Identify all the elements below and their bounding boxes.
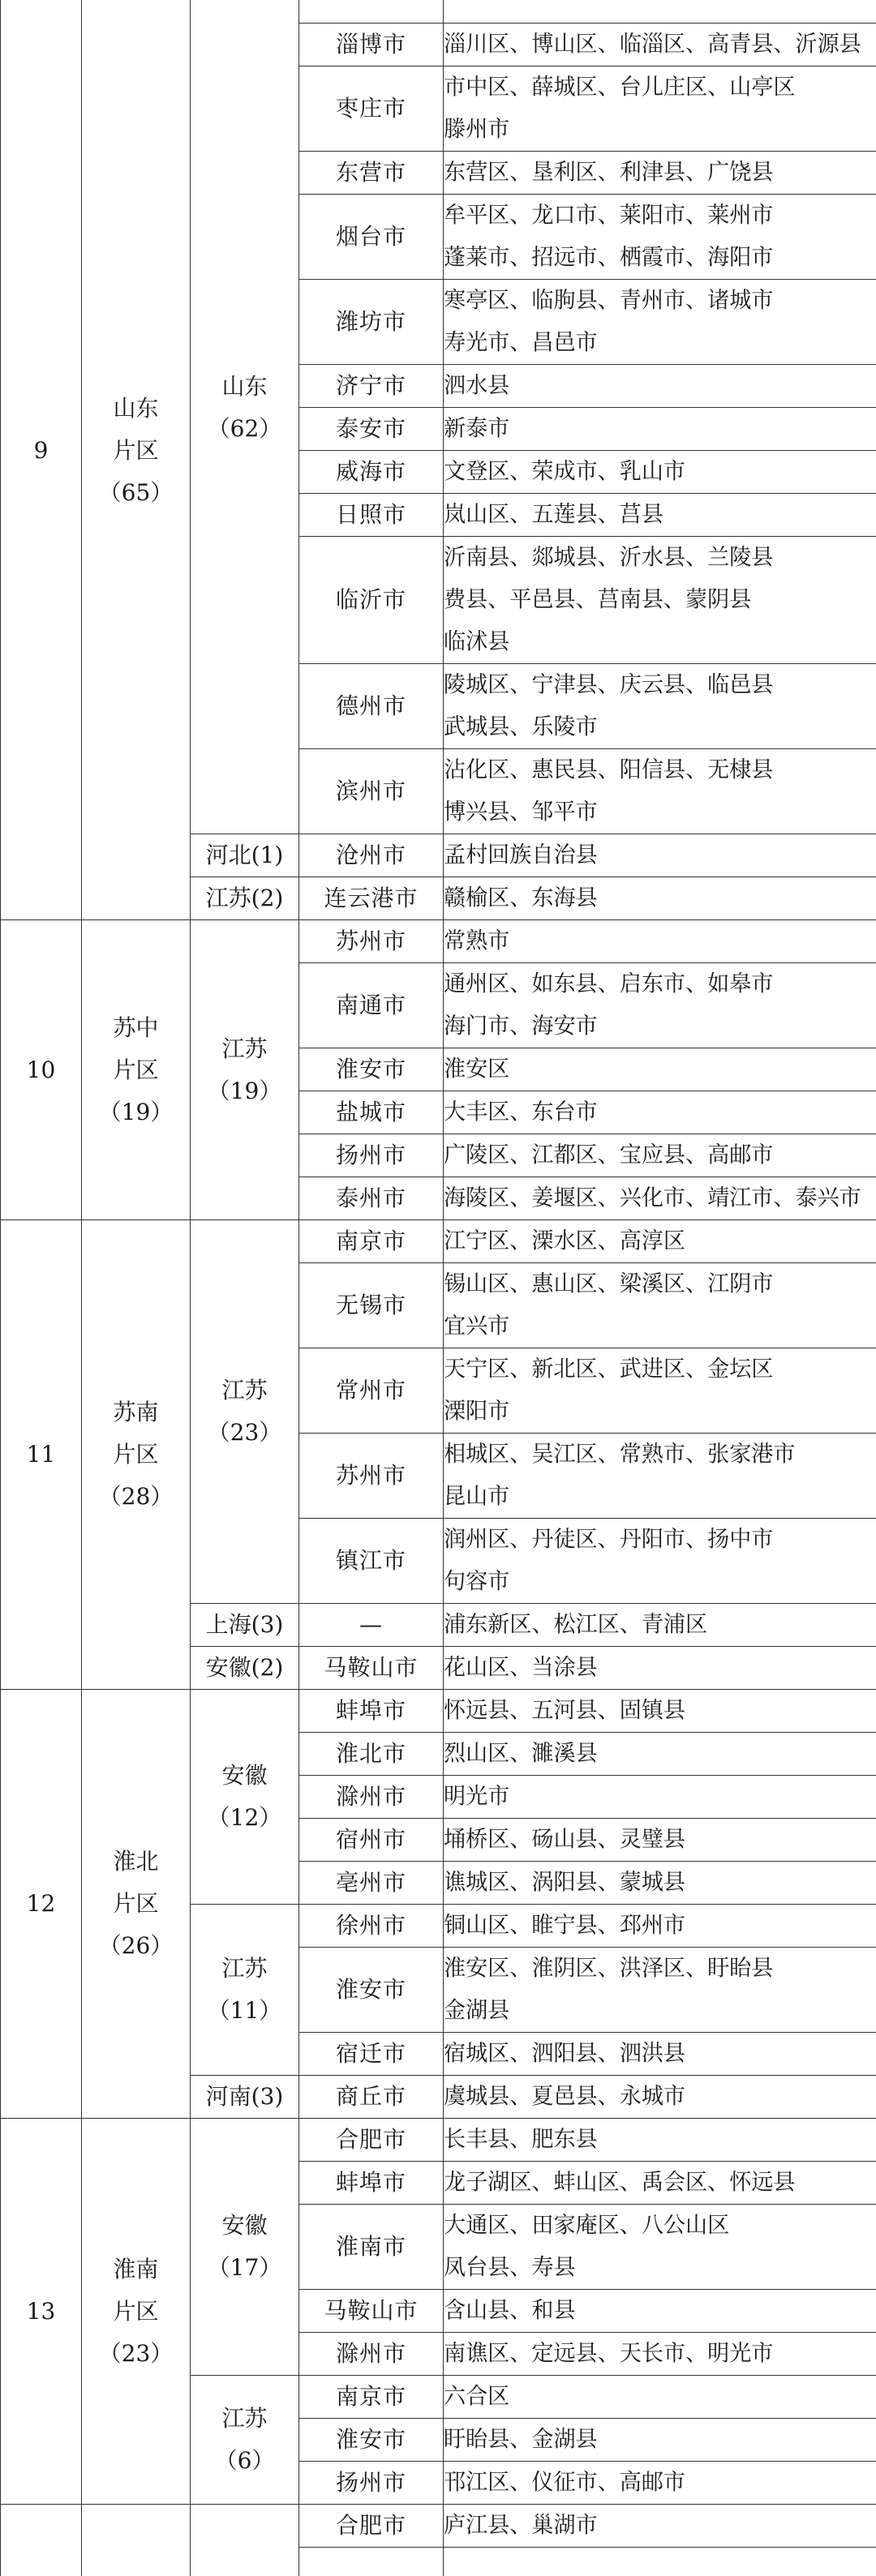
county-list-cell [444, 1862, 876, 1905]
county-line: 博兴县、邹平市 [444, 799, 598, 825]
table-row [1, 920, 876, 963]
county-line: 大通区、田家庵区、八公山区 [444, 2213, 730, 2238]
zone-name-cell [82, 1220, 191, 1690]
province-line: 安徽 [221, 2212, 268, 2239]
province-line: （6） [214, 2447, 275, 2474]
zone-line: 片区 [113, 1890, 159, 1917]
city-cell: 滁州市 [299, 2333, 444, 2376]
county-line: 海陵区、姜堰区、兴化市、靖江市、泰兴市 [444, 1185, 861, 1211]
city-cell: 南通市 [299, 963, 444, 1048]
city-cell: 威海市 [299, 451, 444, 494]
county-line: 牟平区、龙口市、莱阳市、莱州市 [444, 203, 774, 228]
county-line: 滕州市 [444, 117, 510, 142]
group-number-cell [1, 2505, 82, 2576]
city-cell: 合肥市 [299, 2505, 444, 2548]
city-cell: 烟台市 [299, 195, 444, 280]
county-list-cell [444, 834, 876, 877]
zone-name-cell [82, 0, 191, 920]
county-list-cell [444, 1690, 876, 1733]
county-line: 长丰县、肥东县 [444, 2127, 598, 2152]
county-list-cell [444, 1134, 876, 1177]
county-list-cell [444, 24, 876, 66]
province-cell [191, 2076, 299, 2119]
province-cell [191, 920, 299, 1220]
city-cell: 马鞍山市 [299, 1647, 444, 1690]
county-list-cell [444, 365, 876, 408]
city-cell: 潍坊市 [299, 280, 444, 365]
county-line: 昆山市 [444, 1484, 510, 1509]
county-line: 盱眙县、金湖县 [444, 2427, 598, 2452]
county-list-cell [444, 2333, 876, 2376]
county-list-cell [444, 1604, 876, 1647]
zone-line: （28） [98, 1483, 174, 1510]
county-line: 金湖县 [444, 1998, 510, 2023]
county-line: 铜山区、睢宁县、邳州市 [444, 1913, 686, 1938]
city-cell: 淮南市 [299, 2205, 444, 2290]
county-line: 广陵区、江都区、宝应县、高邮市 [444, 1142, 774, 1168]
city-cell: 蚌埠市 [299, 2162, 444, 2205]
county-list-cell [444, 1776, 876, 1819]
city-cell: 常州市 [299, 1348, 444, 1434]
county-list-cell [444, 963, 876, 1048]
city-cell: 淮北市 [299, 1733, 444, 1776]
county-list-cell [444, 195, 876, 280]
county-list-cell [444, 2376, 876, 2419]
county-list-cell [444, 1048, 876, 1091]
county-line: 寒亭区、临朐县、青州市、诸城市 [444, 288, 774, 313]
county-list-cell [444, 494, 876, 537]
city-cell: 淮安市 [299, 1048, 444, 1091]
city-cell: 亳州市 [299, 1862, 444, 1905]
county-line: 烈山区、濉溪县 [444, 1741, 598, 1766]
county-list-cell [444, 152, 876, 195]
county-list-cell [444, 2076, 876, 2119]
county-list-cell [444, 2290, 876, 2333]
county-line: 海门市、海安市 [444, 1014, 598, 1039]
city-cell: 枣庄市 [299, 66, 444, 152]
city-cell: 淮安市 [299, 1948, 444, 2033]
county-line: 新泰市 [444, 416, 510, 441]
county-line: 南谯区、定远县、天长市、明光市 [444, 2341, 774, 2366]
province-line: 江苏 [221, 1035, 268, 1062]
county-list-cell [444, 2419, 876, 2462]
city-cell: 徐州市 [299, 1905, 444, 1948]
county-list-cell [444, 280, 876, 365]
county-line: 江宁区、溧水区、高淳区 [444, 1228, 686, 1254]
county-list-cell [444, 1519, 876, 1604]
table-row [1, 2119, 876, 2162]
province-cell [191, 2376, 299, 2505]
city-cell: 济宁市 [299, 365, 444, 408]
city-cell: 宿迁市 [299, 2033, 444, 2076]
province-cell [191, 834, 299, 877]
county-line: 浦东新区、松江区、青浦区 [444, 1612, 708, 1637]
zone-line: 片区 [113, 1056, 159, 1083]
county-list-cell [444, 920, 876, 963]
county-list-cell [444, 1905, 876, 1948]
zone-name-cell [82, 920, 191, 1220]
table-row [1, 1690, 876, 1733]
city-cell [299, 0, 444, 24]
province-cell [191, 1220, 299, 1604]
city-cell: 无锡市 [299, 1263, 444, 1348]
province-line: （12） [207, 1804, 282, 1831]
province-cell [191, 1905, 299, 2076]
province-line: （19） [207, 1077, 282, 1104]
county-line: 花山区、当涂县 [444, 1655, 598, 1680]
county-line: 费县、平邑县、莒南县、蒙阴县 [444, 587, 752, 612]
county-list-cell [444, 1177, 876, 1220]
zone-name-cell [82, 2119, 191, 2505]
county-line: 相城区、吴江区、常熟市、张家港市 [444, 1442, 796, 1467]
province-cell [191, 2505, 299, 2576]
zone-name-cell [82, 2505, 191, 2576]
county-line: 东营区、垦利区、利津县、广饶县 [444, 160, 774, 185]
county-list-cell [444, 1819, 876, 1862]
province-line: （23） [207, 1419, 282, 1446]
county-list-cell [444, 2033, 876, 2076]
county-line: 埇桥区、砀山县、灵璧县 [444, 1827, 686, 1852]
county-list-cell [444, 66, 876, 152]
city-cell: 淄博市 [299, 24, 444, 66]
city-cell: 蚌埠市 [299, 1690, 444, 1733]
province-cell [191, 2119, 299, 2376]
city-cell: 南京市 [299, 1220, 444, 1263]
county-list-cell [444, 1091, 876, 1134]
province-line: 安徽(2) [205, 1654, 284, 1681]
city-cell: 东营市 [299, 152, 444, 195]
city-cell: 日照市 [299, 494, 444, 537]
table-row [1, 1220, 876, 1263]
county-list-cell [444, 537, 876, 664]
county-line: 临沭县 [444, 629, 510, 654]
zone-line: （19） [98, 1098, 174, 1125]
county-line: 武城县、乐陵市 [444, 714, 598, 739]
zone-line: （26） [98, 1932, 174, 1959]
county-line: 泗水县 [444, 373, 510, 398]
city-cell: 宿州市 [299, 1819, 444, 1862]
city-cell: 扬州市 [299, 1134, 444, 1177]
province-line: 江苏 [221, 1955, 268, 1982]
county-list-cell [444, 451, 876, 494]
county-line: 通州区、如东县、启东市、如皋市 [444, 971, 774, 997]
table-body [1, 0, 876, 2576]
county-line: 文登区、荣成市、乳山市 [444, 459, 686, 484]
province-line: 江苏(2) [205, 885, 284, 911]
province-line: 河南(3) [205, 2083, 284, 2110]
county-list-cell [444, 1647, 876, 1690]
group-number-cell: 13 [1, 2119, 82, 2505]
county-line: 含山县、和县 [444, 2298, 576, 2323]
table-row [1, 2505, 876, 2548]
county-line: 市中区、薛城区、台儿庄区、山亭区 [444, 75, 796, 100]
city-cell: 镇江市 [299, 1519, 444, 1604]
province-line: （11） [207, 1997, 282, 2024]
province-line: 河北(1) [205, 842, 284, 868]
city-cell: 淮安市 [299, 2419, 444, 2462]
county-line: 句容市 [444, 1569, 510, 1594]
group-number-cell: 11 [1, 1220, 82, 1690]
county-line: 明光市 [444, 1784, 510, 1809]
city-cell: 临沂市 [299, 537, 444, 664]
province-cell [191, 877, 299, 920]
county-line: 溧阳市 [444, 1399, 510, 1424]
county-list-cell [444, 408, 876, 451]
county-line: 龙子湖区、蚌山区、禹会区、怀远县 [444, 2170, 796, 2195]
province-cell [191, 0, 299, 834]
zone-line: 苏南 [113, 1399, 159, 1425]
county-line: 宿城区、泗阳县、泗洪县 [444, 2041, 686, 2066]
city-cell: 南京市 [299, 2376, 444, 2419]
province-cell [191, 1604, 299, 1647]
city-cell: 马鞍山市 [299, 2290, 444, 2333]
zone-name-cell [82, 1690, 191, 2119]
zone-line: 淮南 [113, 2255, 159, 2282]
county-line: 常熟市 [444, 928, 510, 954]
table-row [1, 0, 876, 24]
county-line: 岚山区、五莲县、莒县 [444, 502, 663, 527]
county-line: 虞城县、夏邑县、永城市 [444, 2084, 686, 2109]
county-line: 锡山区、惠山区、梁溪区、江阴市 [444, 1271, 774, 1297]
county-line: 怀远县、五河县、固镇县 [444, 1698, 686, 1723]
county-line: 宜兴市 [444, 1314, 510, 1339]
county-line: 沂南县、郯城县、沂水县、兰陵县 [444, 545, 774, 570]
county-list-cell [444, 2205, 876, 2290]
city-cell: 沧州市 [299, 834, 444, 877]
city-cell: 商丘市 [299, 2076, 444, 2119]
province-line: 江苏 [221, 2405, 268, 2432]
county-line: 凤台县、寿县 [444, 2255, 576, 2280]
county-list-cell [444, 2505, 876, 2548]
county-line: 沾化区、惠民县、阳信县、无棣县 [444, 757, 774, 782]
county-list-cell [444, 1220, 876, 1263]
city-cell: 苏州市 [299, 1434, 444, 1519]
zone-line: 山东 [113, 394, 159, 422]
county-list-cell [444, 1348, 876, 1434]
city-cell: 滁州市 [299, 1776, 444, 1819]
province-line: 江苏 [221, 1377, 268, 1404]
city-cell: 苏州市 [299, 920, 444, 963]
county-line: 孟村回族自治县 [444, 842, 598, 868]
county-list-cell [444, 2119, 876, 2162]
city-cell: 扬州市 [299, 2462, 444, 2505]
zone-line: （65） [98, 478, 174, 506]
zone-line: 片区 [113, 436, 159, 464]
county-line: 大丰区、东台市 [444, 1099, 598, 1125]
county-line: 邗江区、仪征市、高邮市 [444, 2470, 686, 2495]
city-cell: — [299, 1604, 444, 1647]
county-list-cell [444, 0, 876, 24]
group-number-cell: 10 [1, 920, 82, 1220]
city-cell: 德州市 [299, 664, 444, 749]
county-line: 淮安区、淮阴区、洪泽区、盱眙县 [444, 1956, 774, 1981]
county-list-cell [444, 1434, 876, 1519]
city-cell [299, 2548, 444, 2576]
province-line: （62） [207, 414, 282, 442]
county-list-cell [444, 2162, 876, 2205]
zone-line: 苏中 [113, 1014, 159, 1041]
province-cell [191, 1647, 299, 1690]
city-cell: 连云港市 [299, 877, 444, 920]
county-line: 淄川区、博山区、临淄区、高青县、沂源县 [444, 32, 861, 57]
county-list-cell [444, 1733, 876, 1776]
city-cell: 滨州市 [299, 749, 444, 834]
county-line: 赣榆区、东海县 [444, 885, 598, 911]
county-list-cell [444, 749, 876, 834]
county-line: 天宁区、新北区、武进区、金坛区 [444, 1357, 774, 1382]
city-cell: 泰安市 [299, 408, 444, 451]
county-list-cell [444, 877, 876, 920]
county-line: 庐江县、巢湖市 [444, 2513, 598, 2538]
county-list-cell [444, 664, 876, 749]
province-line: （17） [207, 2254, 282, 2281]
group-number-cell: 12 [1, 1690, 82, 2119]
province-cell [191, 1690, 299, 1905]
group-number-cell: 9 [1, 0, 82, 920]
zone-line: 片区 [113, 1441, 159, 1468]
county-line: 谯城区、涡阳县、蒙城县 [444, 1870, 686, 1895]
zone-line: （23） [98, 2339, 174, 2367]
city-cell: 合肥市 [299, 2119, 444, 2162]
county-line: 润州区、丹徒区、丹阳市、扬中市 [444, 1527, 774, 1552]
province-line: 上海(3) [205, 1611, 284, 1638]
province-line: 山东 [221, 372, 268, 400]
province-line: 安徽 [221, 1762, 268, 1789]
zone-line: 片区 [113, 2297, 159, 2325]
county-line: 寿光市、昌邑市 [444, 330, 598, 355]
county-line: 陵城区、宁津县、庆云县、临邑县 [444, 672, 774, 697]
county-list-cell [444, 1263, 876, 1348]
county-line: 蓬莱市、招远市、栖霞市、海阳市 [444, 245, 774, 270]
city-cell: 泰州市 [299, 1177, 444, 1220]
county-list-cell [444, 2462, 876, 2505]
zone-line: 淮北 [113, 1848, 159, 1875]
county-line: 六合区 [444, 2384, 510, 2409]
county-list-cell [444, 1948, 876, 2033]
city-cell: 盐城市 [299, 1091, 444, 1134]
county-list-cell [444, 2548, 876, 2576]
county-line: 淮安区 [444, 1057, 510, 1082]
